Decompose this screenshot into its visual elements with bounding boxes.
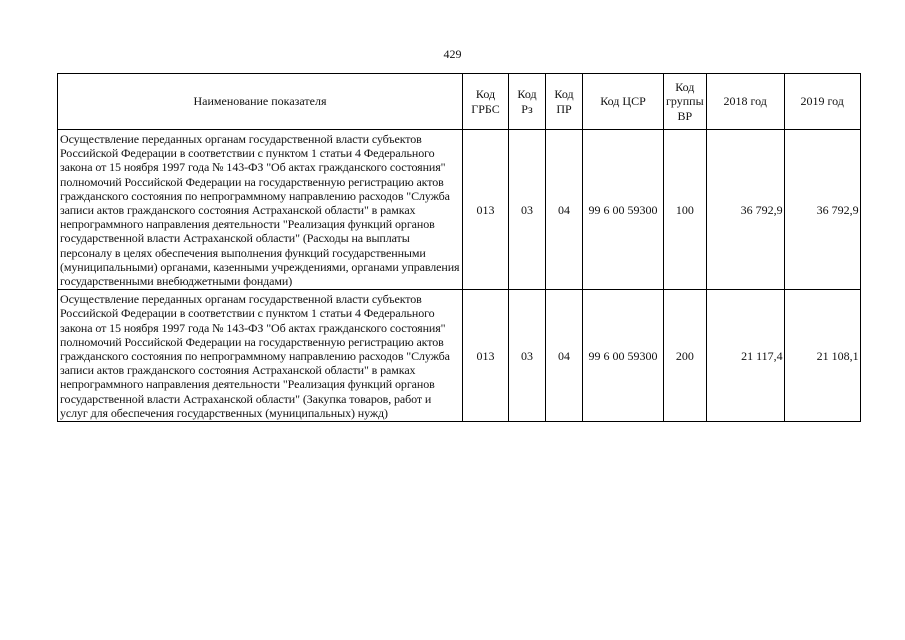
row-name: Осуществление переданных органам государственной власти субъектов Российской Федерации в соответствии с пунктом 1 статьи 4 Федерального закона от 15 ноября 1997 года № 143-ФЗ "Об актах гражданского состояния" полномочий Российской Федерации на государственную регистрацию актов гражданского состояния по непрограммному направлению расходов "Служба записи актов гражданского состояния Астраханской области" в рамках непрограммного направления деятельности "Реализация функций органов государственной власти Астраханской области" (Закупка товаров, работ и услуг для обеспечения государственных (муниципальных) нужд) [58,290,463,422]
header-rz: Код Рз [509,74,546,130]
row-csr: 99 6 00 59300 [583,130,664,290]
page-number: 429 [443,47,462,61]
row-vr: 100 [664,130,707,290]
table-header-row [58,74,861,130]
header-pr: Код ПР [546,74,583,130]
budget-table [57,73,861,422]
row-rz: 03 [509,130,546,290]
header-grbs: Код ГРБС [463,74,509,130]
table-row [58,130,861,290]
header-2019: 2019 год [784,74,860,130]
row-2019: 21 108,1 [784,290,860,422]
row-pr: 04 [546,130,583,290]
table-row [58,290,861,422]
header-vr: Код группы ВР [664,74,707,130]
row-2018: 21 117,4 [706,290,784,422]
row-2019: 36 792,9 [784,130,860,290]
row-grbs: 013 [463,130,509,290]
row-vr: 200 [664,290,707,422]
row-pr: 04 [546,290,583,422]
row-csr: 99 6 00 59300 [583,290,664,422]
row-2018: 36 792,9 [706,130,784,290]
row-name: Осуществление переданных органам государственной власти субъектов Российской Федерации в соответствии с пунктом 1 статьи 4 Федерального закона от 15 ноября 1997 года № 143-ФЗ "Об актах гражданского состояния" полномочий Российской Федерации на государственную регистрацию актов гражданского состояния по непрограммному направлению расходов "Служба записи актов гражданского состояния Астраханской области" в рамках непрограммного направления деятельности "Реализация функций органов государственной власти Астраханской области" (Расходы на выплаты персоналу в целях обеспечения выполнения функций государственными (муниципальными) органами, казенными учреждениями, органами управления государственными внебюджетными фондами) [58,130,463,290]
header-2018: 2018 год [706,74,784,130]
header-name: Наименование показателя [58,74,463,130]
row-rz: 03 [509,290,546,422]
row-grbs: 013 [463,290,509,422]
header-csr: Код ЦСР [583,74,664,130]
